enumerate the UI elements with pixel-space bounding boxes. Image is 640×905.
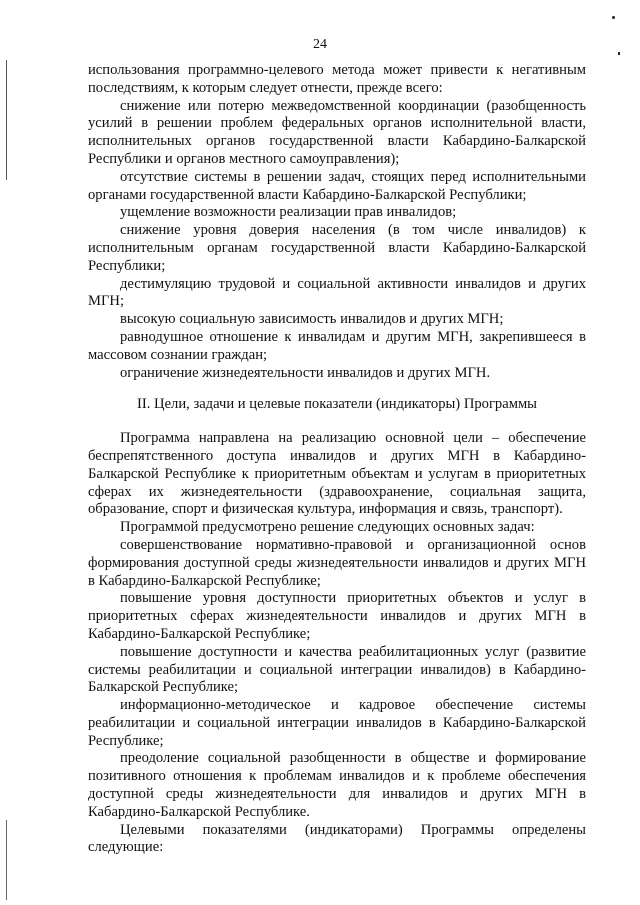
- task-item: информационно-методическое и кадровое обеспечение системы реабилитации и социальной интеграции инвалидов в Кабардино-Балкарской Республике;: [88, 697, 586, 749]
- indicators-intro: Целевыми показателями (индикаторами) Программы определены следующие:: [88, 821, 586, 856]
- goal-paragraph: Программа направлена на реализацию основной цели – обеспечение беспрепятственного доступа инвалидов и других МГН в Кабардино-Балкарской Республике к приоритетным объектам и услугам в приоритетных сферах их жизнедеятельности (здравоохранение, социальная защита, образование, спорт и физическая культура, информация и связь, транспорт).: [88, 430, 586, 518]
- scan-speck: [612, 16, 615, 19]
- risk-item: ограничение жизнедеятельности инвалидов и других МГН.: [120, 364, 491, 381]
- scan-edge-line: [6, 60, 7, 180]
- risk-item: снижение уровня доверия населения (в том числе инвалидов) к исполнительным органам государственной власти Кабардино-Балкарской Республики;: [88, 222, 586, 274]
- section-heading: II. Цели, задачи и целевые показатели (индикаторы) Программы: [137, 396, 537, 413]
- task-item: совершенствование нормативно-правовой и организационной основ формирования доступной среды жизнедеятельности инвалидов и других МГН в Кабардино-Балкарской Республике;: [88, 536, 586, 589]
- task-item: повышение уровня доступности приоритетных объектов и услуг в приоритетных сферах жизнедеятельности инвалидов и других МГН в Кабардино-Балкарской Республике;: [88, 590, 586, 642]
- page-number: 24: [313, 37, 327, 52]
- task-item: преодоление социальной разобщенности в обществе и формирование позитивного отношения к проблемам инвалидов и к проблеме обеспечения доступной среды жизнедеятельности для инвалидов и других МГН в Кабардино-Балкарской Республике.: [88, 750, 586, 820]
- risk-item: ущемление возможности реализации прав инвалидов;: [120, 204, 457, 221]
- risk-item: равнодушное отношение к инвалидам и другим МГН, закрепившееся в массовом сознании граждан;: [88, 328, 586, 363]
- document-body: [88, 62, 586, 857]
- risk-item: дестимуляцию трудовой и социальной активности инвалидов и других МГН;: [88, 275, 586, 310]
- risk-item: снижение или потерю межведомственной координации (разобщенность усилий в решении проблем федеральных органов исполнительной власти, исполнительных органов государственной власти Кабардино-Балкарской Республики и органов местного самоуправления);: [88, 97, 586, 167]
- tasks-intro: Программой предусмотрено решение следующих основных задач:: [120, 519, 535, 536]
- task-item: повышение доступности и качества реабилитационных услуг (развитие системы реабилитации и социальной интеграции инвалидов) в Кабардино-Балкарской Республике;: [88, 643, 586, 696]
- intro-paragraph: использования программно-целевого метода может привести к негативным последствиям, к которым следует отнести, прежде всего:: [88, 62, 586, 96]
- risk-item: высокую социальную зависимость инвалидов и других МГН;: [120, 311, 504, 328]
- risk-item: отсутствие системы в решении задач, стоящих перед исполнительными органами государственной власти Кабардино-Балкарской Республики;: [88, 168, 586, 203]
- scan-edge-line: [6, 820, 7, 900]
